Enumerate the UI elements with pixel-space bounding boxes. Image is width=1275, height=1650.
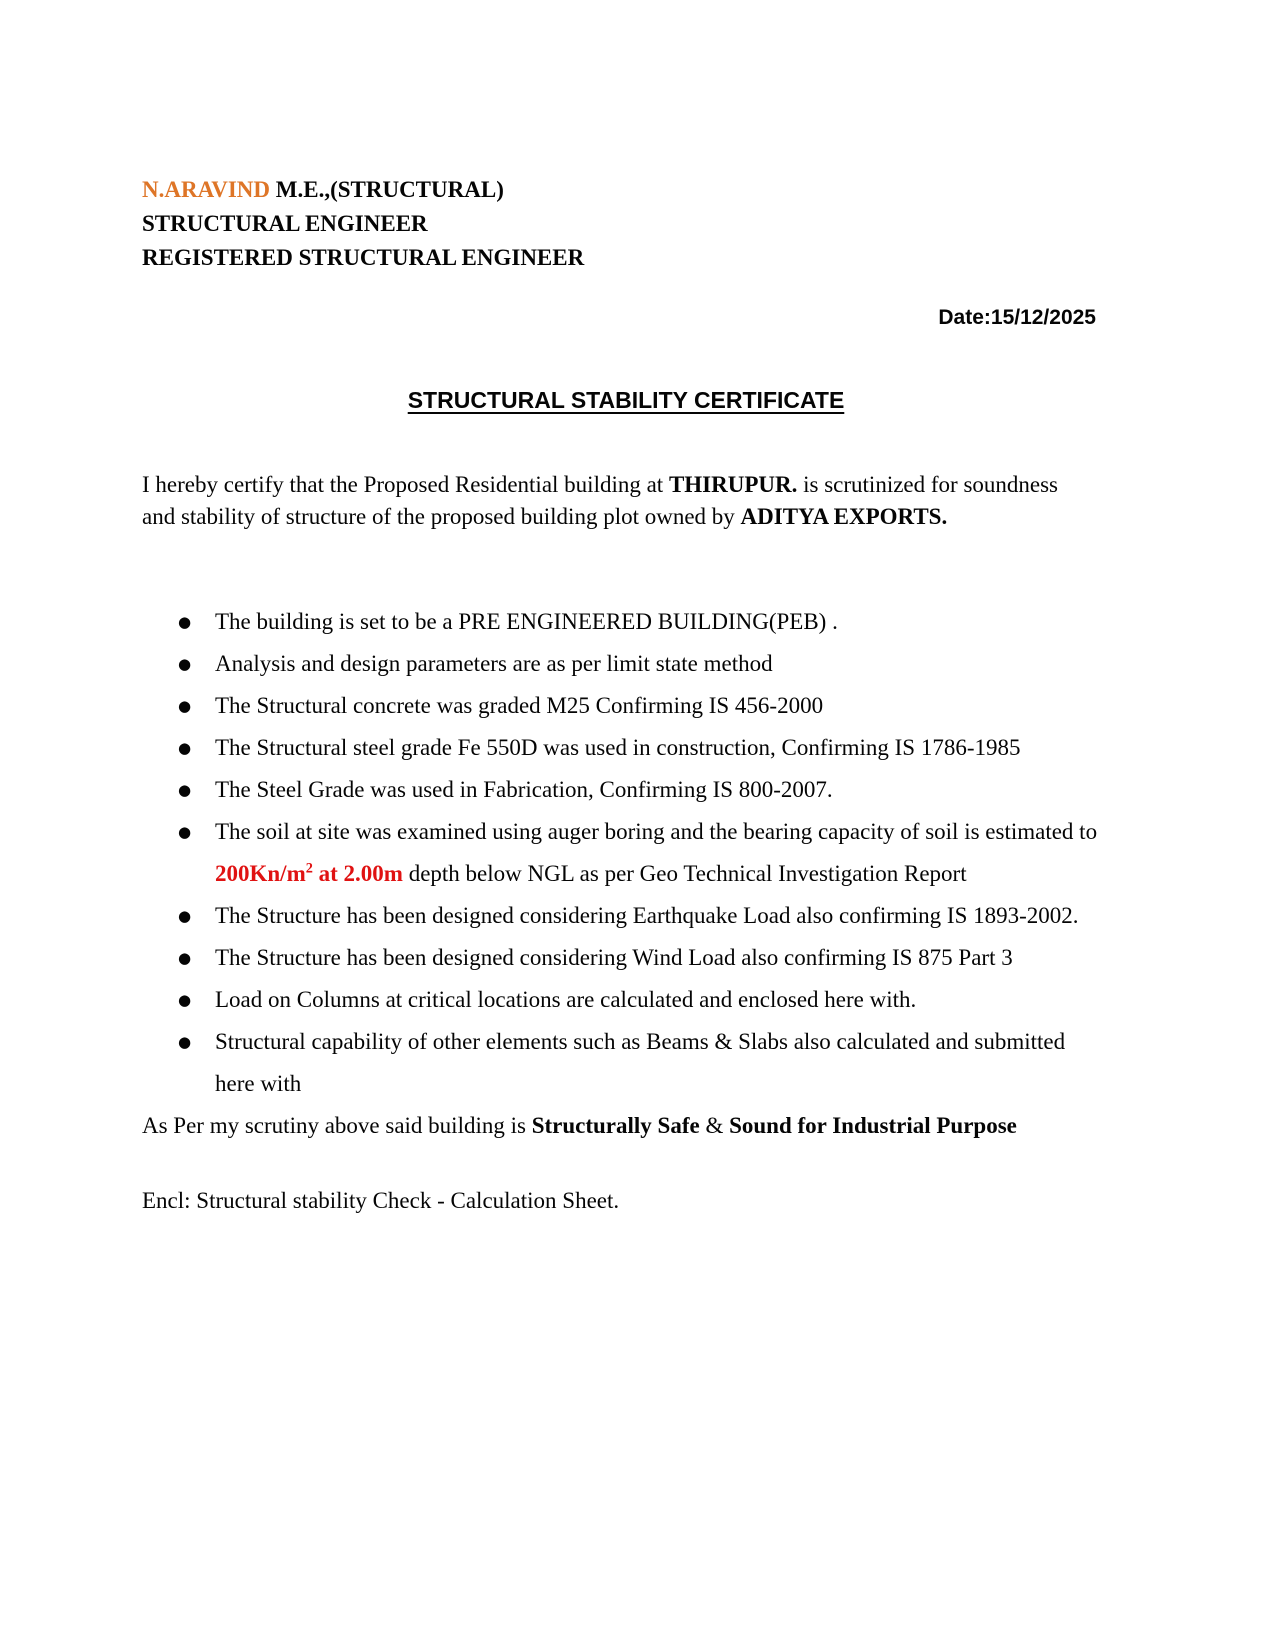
list-item-text xyxy=(215,735,1021,760)
bullet-icon: ● xyxy=(178,739,192,757)
list-item xyxy=(178,979,1110,1021)
list-item-text xyxy=(215,693,823,718)
text-segment: The Structure has been designed considering Wind Load also confirming IS 875 Part 3 xyxy=(215,945,1013,970)
list-item-text xyxy=(215,945,1013,970)
engineer-credentials: M.E.,(STRUCTURAL) xyxy=(270,177,504,202)
list-item xyxy=(178,601,1110,643)
text-segment: ADITYA EXPORTS. xyxy=(740,504,948,529)
enclosure-line: Encl: Structural stability Check - Calculation Sheet. xyxy=(142,1188,620,1213)
bullet-icon: ● xyxy=(178,949,192,967)
list-item-text xyxy=(215,1029,1065,1096)
text-segment: 2 xyxy=(305,860,313,877)
bullet-icon: ● xyxy=(178,613,192,631)
bullet-icon: ● xyxy=(178,907,192,925)
intro-paragraph xyxy=(142,469,1082,533)
list-item xyxy=(178,811,1110,895)
text-segment: The Structural steel grade Fe 550D was used in construction, Confirming IS 1786-1985 xyxy=(215,735,1021,760)
list-item-text xyxy=(215,903,1079,928)
list-item xyxy=(178,895,1110,937)
text-segment: As Per my scrutiny above said building is xyxy=(142,1113,532,1138)
letterhead xyxy=(142,173,1110,275)
text-segment: 200Kn/m xyxy=(215,861,306,886)
certificate-title-text: STRUCTURAL STABILITY CERTIFICATE xyxy=(407,387,845,413)
engineer-title: STRUCTURAL ENGINEER xyxy=(142,211,428,236)
text-segment: is scrutinized for soundness and stability of structure of the proposed building plot owned by xyxy=(142,472,1059,529)
text-segment: Structurally Safe xyxy=(531,1113,700,1138)
certificate-points-list xyxy=(142,601,1110,1105)
bullet-icon: ● xyxy=(178,991,192,1009)
text-segment: The Steel Grade was used in Fabrication, Confirming IS 800-2007. xyxy=(215,777,833,802)
text-segment: Structural capability of other elements such as Beams & Slabs also calculated and submitted here with xyxy=(215,1029,1066,1096)
engineer-name: N.ARAVIND xyxy=(142,177,271,202)
list-item-text xyxy=(215,819,1097,886)
bullet-icon: ● xyxy=(178,655,192,673)
bullet-icon: ● xyxy=(178,697,192,715)
list-item-text xyxy=(215,777,833,802)
text-segment: Load on Columns at critical locations are calculated and enclosed here with. xyxy=(215,987,917,1012)
text-segment: Analysis and design parameters are as per limit state method xyxy=(215,651,773,676)
text-segment: The soil at site was examined using auger boring and the bearing capacity of soil is estimated to xyxy=(215,819,1098,844)
text-segment: I hereby certify that the Proposed Residential building at xyxy=(142,472,669,497)
letterhead-line-1 xyxy=(142,173,1110,207)
list-item xyxy=(178,1021,1110,1105)
conclusion-line xyxy=(142,1105,1110,1147)
list-item-text xyxy=(215,651,773,676)
list-item xyxy=(178,685,1110,727)
list-item xyxy=(178,937,1110,979)
text-segment: The building is set to be a PRE ENGINEERED BUILDING(PEB) . xyxy=(215,609,838,634)
list-item xyxy=(178,727,1110,769)
list-item xyxy=(178,643,1110,685)
list-item-text xyxy=(215,987,916,1012)
engineer-registration: REGISTERED STRUCTURAL ENGINEER xyxy=(142,245,585,270)
text-segment: depth below NGL as per Geo Technical Investigation Report xyxy=(402,861,967,886)
text-segment: THIRUPUR. xyxy=(668,472,798,497)
text-segment: The Structural concrete was graded M25 Confirming IS 456-2000 xyxy=(215,693,824,718)
certificate-title xyxy=(142,383,1110,417)
list-item-text xyxy=(215,609,838,634)
text-segment: & xyxy=(699,1113,730,1138)
bullet-icon: ● xyxy=(178,781,192,799)
bullet-icon: ● xyxy=(178,1033,192,1051)
bullet-icon: ● xyxy=(178,823,192,841)
text-segment: The Structure has been designed considering Earthquake Load also confirming IS 1893-2002. xyxy=(215,903,1079,928)
list-item xyxy=(178,769,1110,811)
text-segment: Sound for Industrial Purpose xyxy=(729,1113,1017,1138)
text-segment: at 2.00m xyxy=(312,861,403,886)
date-line: Date:15/12/2025 xyxy=(938,306,1096,329)
